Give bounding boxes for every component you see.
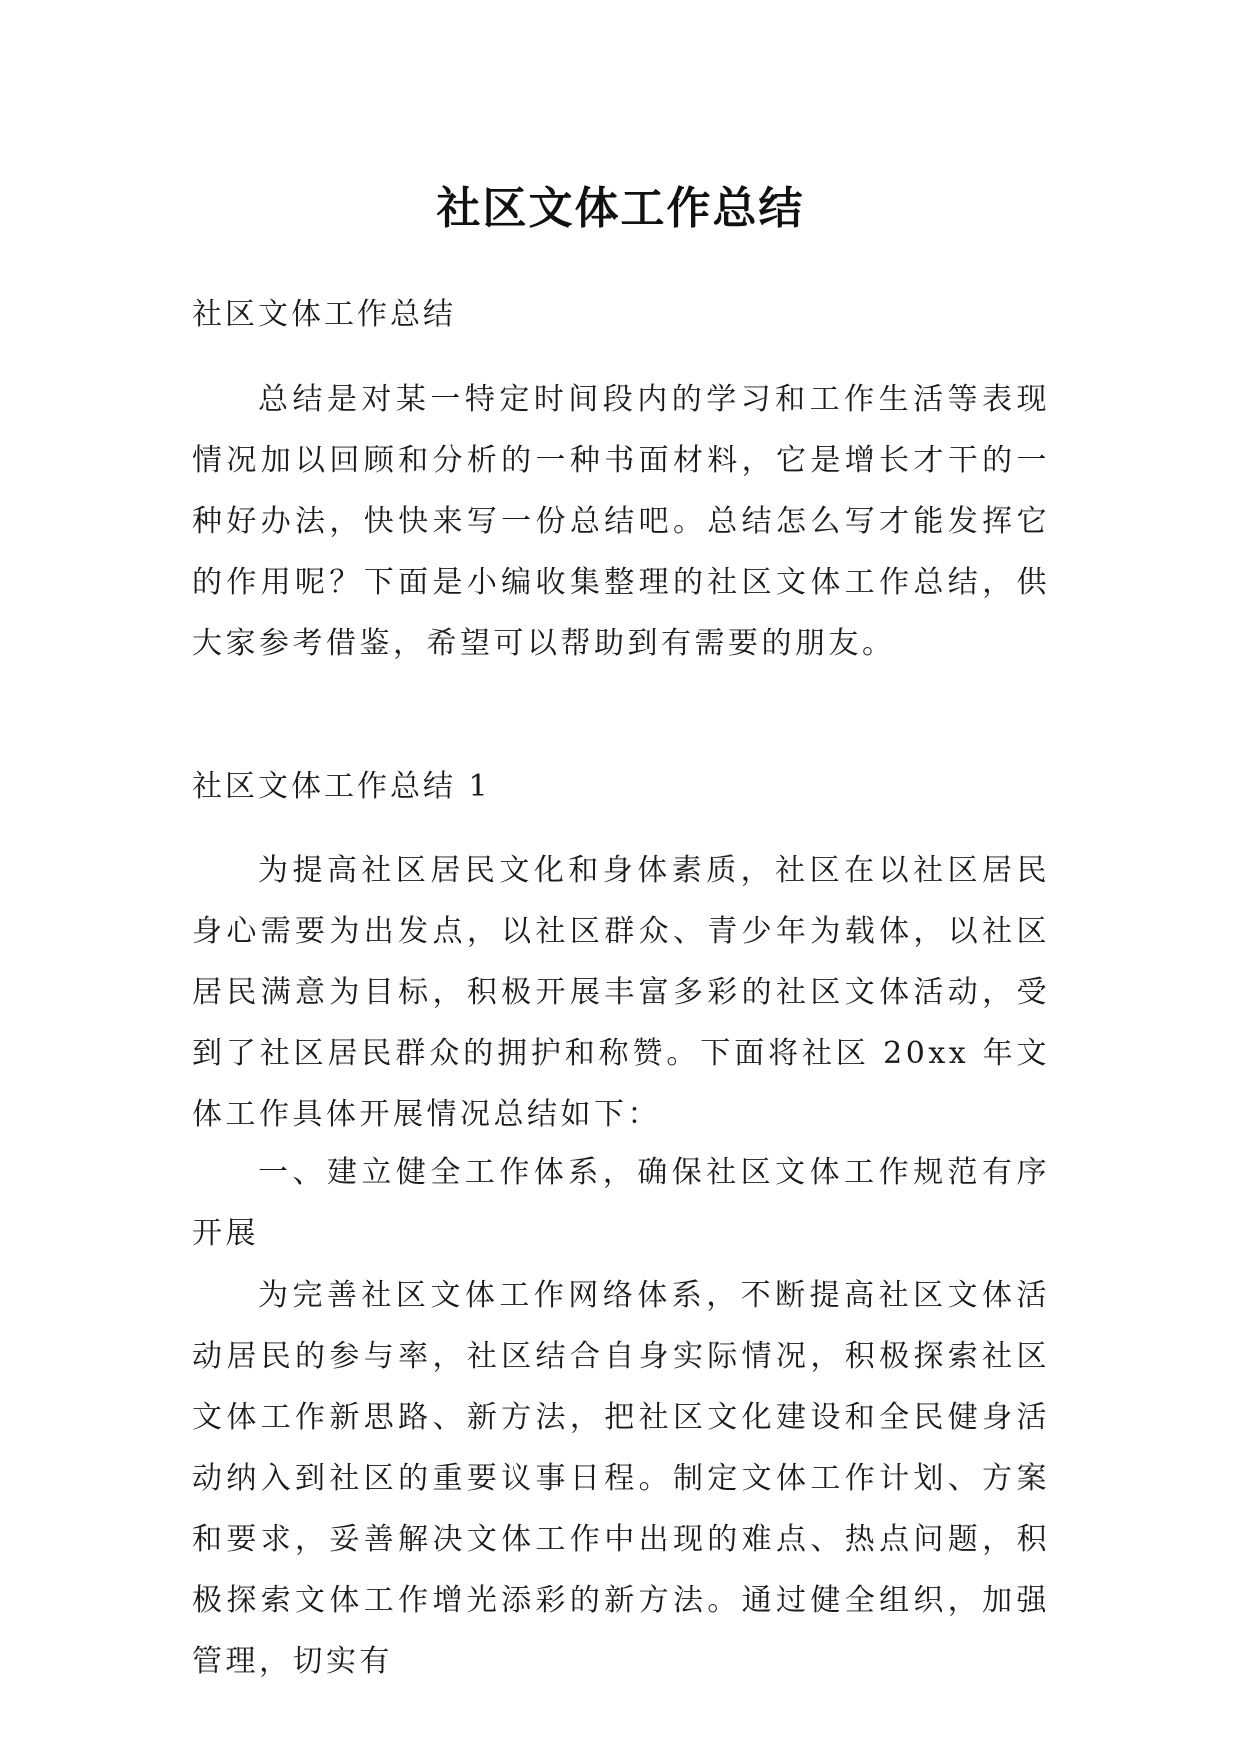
section-heading: 社区文体工作总结 1	[192, 769, 491, 804]
document-title: 社区文体工作总结	[436, 183, 805, 235]
body-paragraph-2: 一、建立健全工作体系，确保社区文体工作规范有序开展	[192, 1155, 1050, 1251]
body-paragraph-3: 为完善社区文体工作网络体系，不断提高社区文体活动居民的参与率，社区结合自身实际情况，积极探索社区文体工作新思路、新方法，把社区文化建设和全民健身活动纳入到社区的重要议事日程。制定文体工作计划、方案和要求，妥善解决文体工作中出现的难点、热点问题，积极探索文体工作增光添彩的新方法。通过健全组织，加强管理，切实有	[192, 1278, 1050, 1679]
document-subtitle: 社区文体工作总结	[192, 297, 456, 332]
body-paragraph-1: 为提高社区居民文化和身体素质，社区在以社区居民身心需要为出发点，以社区群众、青少年为载体，以社区居民满意为目标，积极开展丰富多彩的社区文体活动，受到了社区居民群众的拥护和称赞。下面将社区 20xx 年文体工作具体开展情况总结如下：	[192, 853, 1050, 1132]
intro-paragraph: 总结是对某一特定时间段内的学习和工作生活等表现情况加以回顾和分析的一种书面材料，它是增长才干的一种好办法，快快来写一份总结吧。总结怎么写才能发挥它的作用呢？下面是小编收集整理的社区文体工作总结，供大家参考借鉴，希望可以帮助到有需要的朋友。	[192, 382, 1050, 661]
